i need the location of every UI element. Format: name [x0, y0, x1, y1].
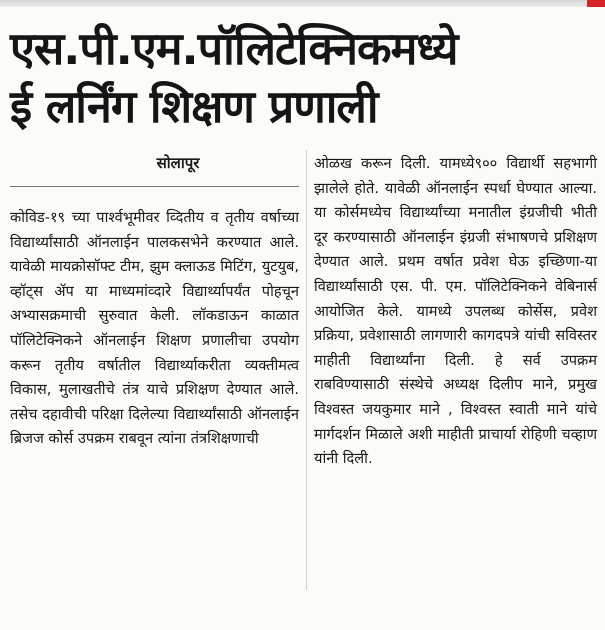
article-column-left: कोविड-१९ च्या पार्श्वभूमीवर व्दितीय व तृतीय वर्षाच्या विद्यार्थ्यांसाठी ऑनलाईन पालकसभेने करण्यात आले. यावेळी मायक्रोसॉफ्ट टीम, झुम क्लाऊड मिटिंग, युटयुब, व्हॉट्स ॲप या माध्यमांव्दारे विद्यार्थ्यापर्यंत पोहचून अभ्यासक्रमाची सुरुवात केली. लॉकडाऊन काळात पॉलिटेक्निकने ऑनलाईन शिक्षण प्रणालीचा उपयोग करून तृतीय वर्षातील विद्यार्थ्याकरीता व्यक्तीमत्व विकास, मुलाखतीचे तंत्र याचे प्रशिक्षण देण्यात आले. तसेच दहावीची परिक्षा दिलेल्या विद्यार्थ्यांसाठी ऑनलाईन ब्रिजज कोर्स उपक्रम राबवून त्यांना तंत्रशिक्षणाची: [10, 209, 299, 448]
headline-line-1: एस.पी.एम.पॉलिटेक्निकमध्ये: [10, 22, 458, 75]
dateline: सोलापूर: [156, 154, 200, 172]
article-headline: [10, 20, 595, 136]
column-divider: [306, 150, 307, 590]
headline-line-2: ई लर्निंग शिक्षण प्रणाली: [10, 80, 378, 133]
top-page-band: [0, 0, 605, 7]
red-corner-mark: [587, 0, 605, 7]
article-column-right: ओळख करून दिली. यामध्ये९०० विद्यार्थी सहभागी झालेले होते. यावेळी ऑनलाईन स्पर्धा घेण्यात आल्या. या कोर्समध्येच विद्यार्थ्यांच्या मनातील इंग्रजीची भीती दूर करण्यासाठी ऑनलाईन इंग्रजी संभाषणचे प्रशिक्षण देण्यात आले. प्रथम वर्षात प्रवेश घेऊ इच्छिणा-या विद्यार्थ्यांसाठी एस. पी. एम. पॉलिटेक्निकने वेबिनार्स आयोजित केले. यामध्ये उपलब्ध कोर्सेस, प्रवेश प्रक्रिया, प्रवेशासाठी लागणारी कागदपत्रे यांची सविस्तर माहीती विद्यार्थ्यांना दिली. हे सर्व उपक्रम राबविण्यासाठी संस्थेचे अध्यक्ष दिलीप माने, प्रमुख विश्वस्त जयकुमार माने , विश्वस्त स्वाती माने यांचे मार्गदर्शन मिळाले अशी माहीती प्राचार्या रोहिणी चव्हाण यांनी दिली.: [314, 155, 597, 468]
dateline-rule: [10, 186, 299, 187]
